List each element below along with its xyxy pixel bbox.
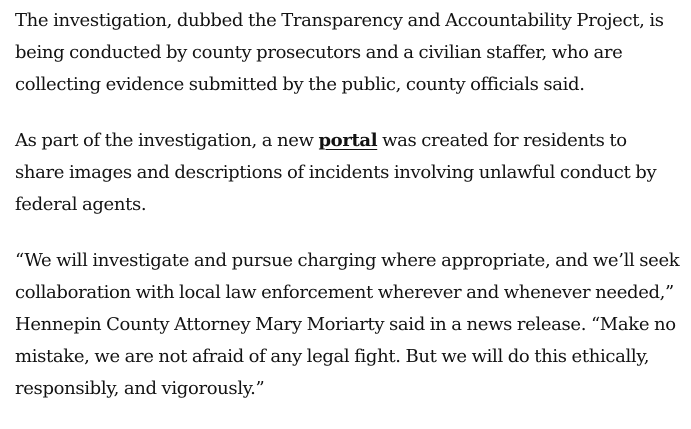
paragraph-quote: “We will investigate and pursue charging where appropriate, and we’ll seek collaboration with local law enforcement wherever and whenever needed,” Hennepin County Attorney Mary Moriarty said in a news release. “Make no mistake, we are not afraid of any legal fight. But we will do this ethically, responsibly, and vigorously.” xyxy=(15,250,680,399)
portal-link[interactable]: portal xyxy=(318,130,378,151)
paragraph-portal xyxy=(15,125,680,221)
paragraph-portal-text-before: As part of the investigation, a new xyxy=(15,130,319,151)
paragraph-investigation: The investigation, dubbed the Transparency and Accountability Project, is being conducted by county prosecutors and a civilian staffer, who are collecting evidence submitted by the public, county officials said. xyxy=(15,10,664,95)
article-body xyxy=(15,5,680,429)
paragraph-portal-text-after: was created for residents to share images and descriptions of incidents involving unlawful conduct by federal agents. xyxy=(15,130,657,215)
